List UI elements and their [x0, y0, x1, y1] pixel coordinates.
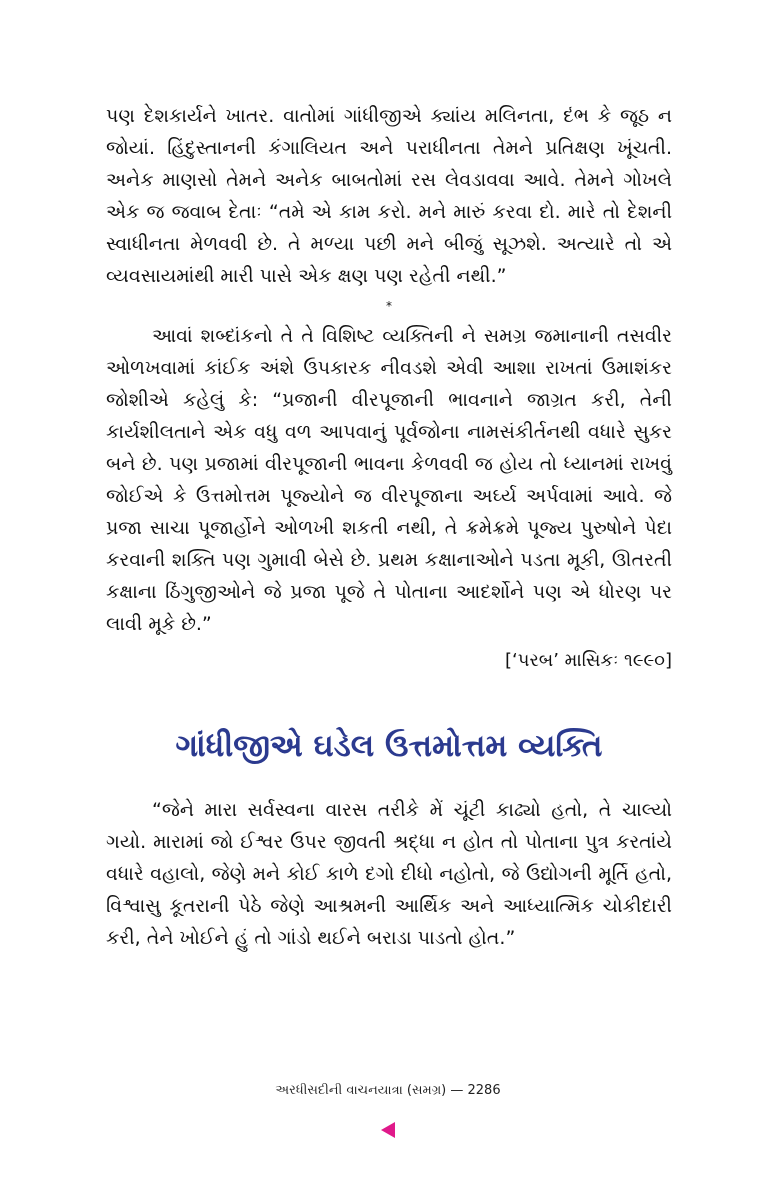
page-footer: અરધીસદીની વાચનયાત્રા (સમગ્ર) — 2286	[275, 1083, 501, 1098]
article1-paragraph-1: પણ દેશકાર્યને ખાતર. વાતોમાં ગાંધીજીએ ક્યાંય મલિનતા, દંભ કે જૂઠ ન જોયાં. હિંદુસ્તાનની કંગાલિયત અને પરાધીનતા તેમને પ્રતિક્ષણ ખૂંચતી. અનેક માણસો તેમને અનેક બાબતોમાં રસ લેવડાવવા આવે. તેમને ગોખલે એક જ જવાબ દેતાઃ “તમે એ કામ કરો. મને મારું કરવા દો. મારે તો દેશની સ્વાધીનતા મેળવવી છે. તે મળ્યા પછી મને બીજું સૂઝશે. અત્યારે તો એ વ્યવસાયમાંથી મારી પાસે એક ક્ષણ પણ રહેતી નથી.”	[106, 105, 672, 287]
triangle-left-icon[interactable]	[381, 1122, 395, 1138]
article1-paragraph-2: આવાં શબ્દાંકનો તે તે વિશિષ્ટ વ્યક્તિની ને સમગ્ર જમાનાની તસવીર ઓળખવામાં કાંઈક અંશે ઉપકારક નીવડશે એવી આશા રાખતાં ઉમાશંકર જોશીએ કહેલું કે: “પ્રજાની વીરપૂજાની ભાવનાને જાગ્રત કરી, તેની કાર્યશીલતાને એક વધુ વળ આપવાનું પૂર્વજોના નામસંકીર્તનથી વધારે સુકર બને છે. પણ પ્રજામાં વીરપૂજાની ભાવના કેળવવી જ હોય તો ધ્યાનમાં રાખવું જોઈએ કે ઉત્તમોત્તમ પૂજ્યોને જ વીરપૂજાના અર્ઘ્ય અર્પવામાં આવે. જે પ્રજા સાચા પૂજાર્હોને ઓળખી શકતી નથી, તે ક્રમેક્રમે પૂજ્ય પુરુષોને પેદા કરવાની શક્તિ પણ ગુમાવી બેસે છે. પ્રથમ કક્ષાનાઓને પડતા મૂકી, ઊતરતી કક્ષાના ઠિંગુજીઓને જે પ્રજા પૂજે તે પોતાના આદર્શોને પણ એ ધોરણ પર લાવી મૂકે છે.”	[106, 325, 672, 635]
page-content	[106, 100, 672, 954]
section-separator: *	[386, 299, 392, 313]
article2-title: ગાંધીજીએ ઘડેલ ઉત્તમોત્તમ વ્યક્તિ	[175, 728, 603, 764]
article2-paragraph-1: “જેને મારા સર્વસ્વના વારસ તરીકે મેં ચૂંટી કાઢ્યો હતો, તે ચાલ્યો ગયો. મારામાં જો ઈશ્વર ઉપર જીવતી શ્રદ્ધા ન હોત તો પોતાના પુત્ર કરતાંયે વધારે વહાલો, જેણે મને કોઈ કાળે દગો દીધો નહોતો, જે ઉદ્યોગની મૂર્તિ હતો, વિશ્વાસુ કૂતરાની પેઠે જેણે આશ્રમની આર્થિક અને આધ્યાત્મિક ચોકીદારી કરી, તેને ખોઈને હું તો ગાંડો થઈને બરાડા પાડતો હોત.”	[106, 799, 672, 949]
source-citation: [‘પરબ’ માસિકઃ ૧૯૯૦]	[505, 650, 672, 671]
